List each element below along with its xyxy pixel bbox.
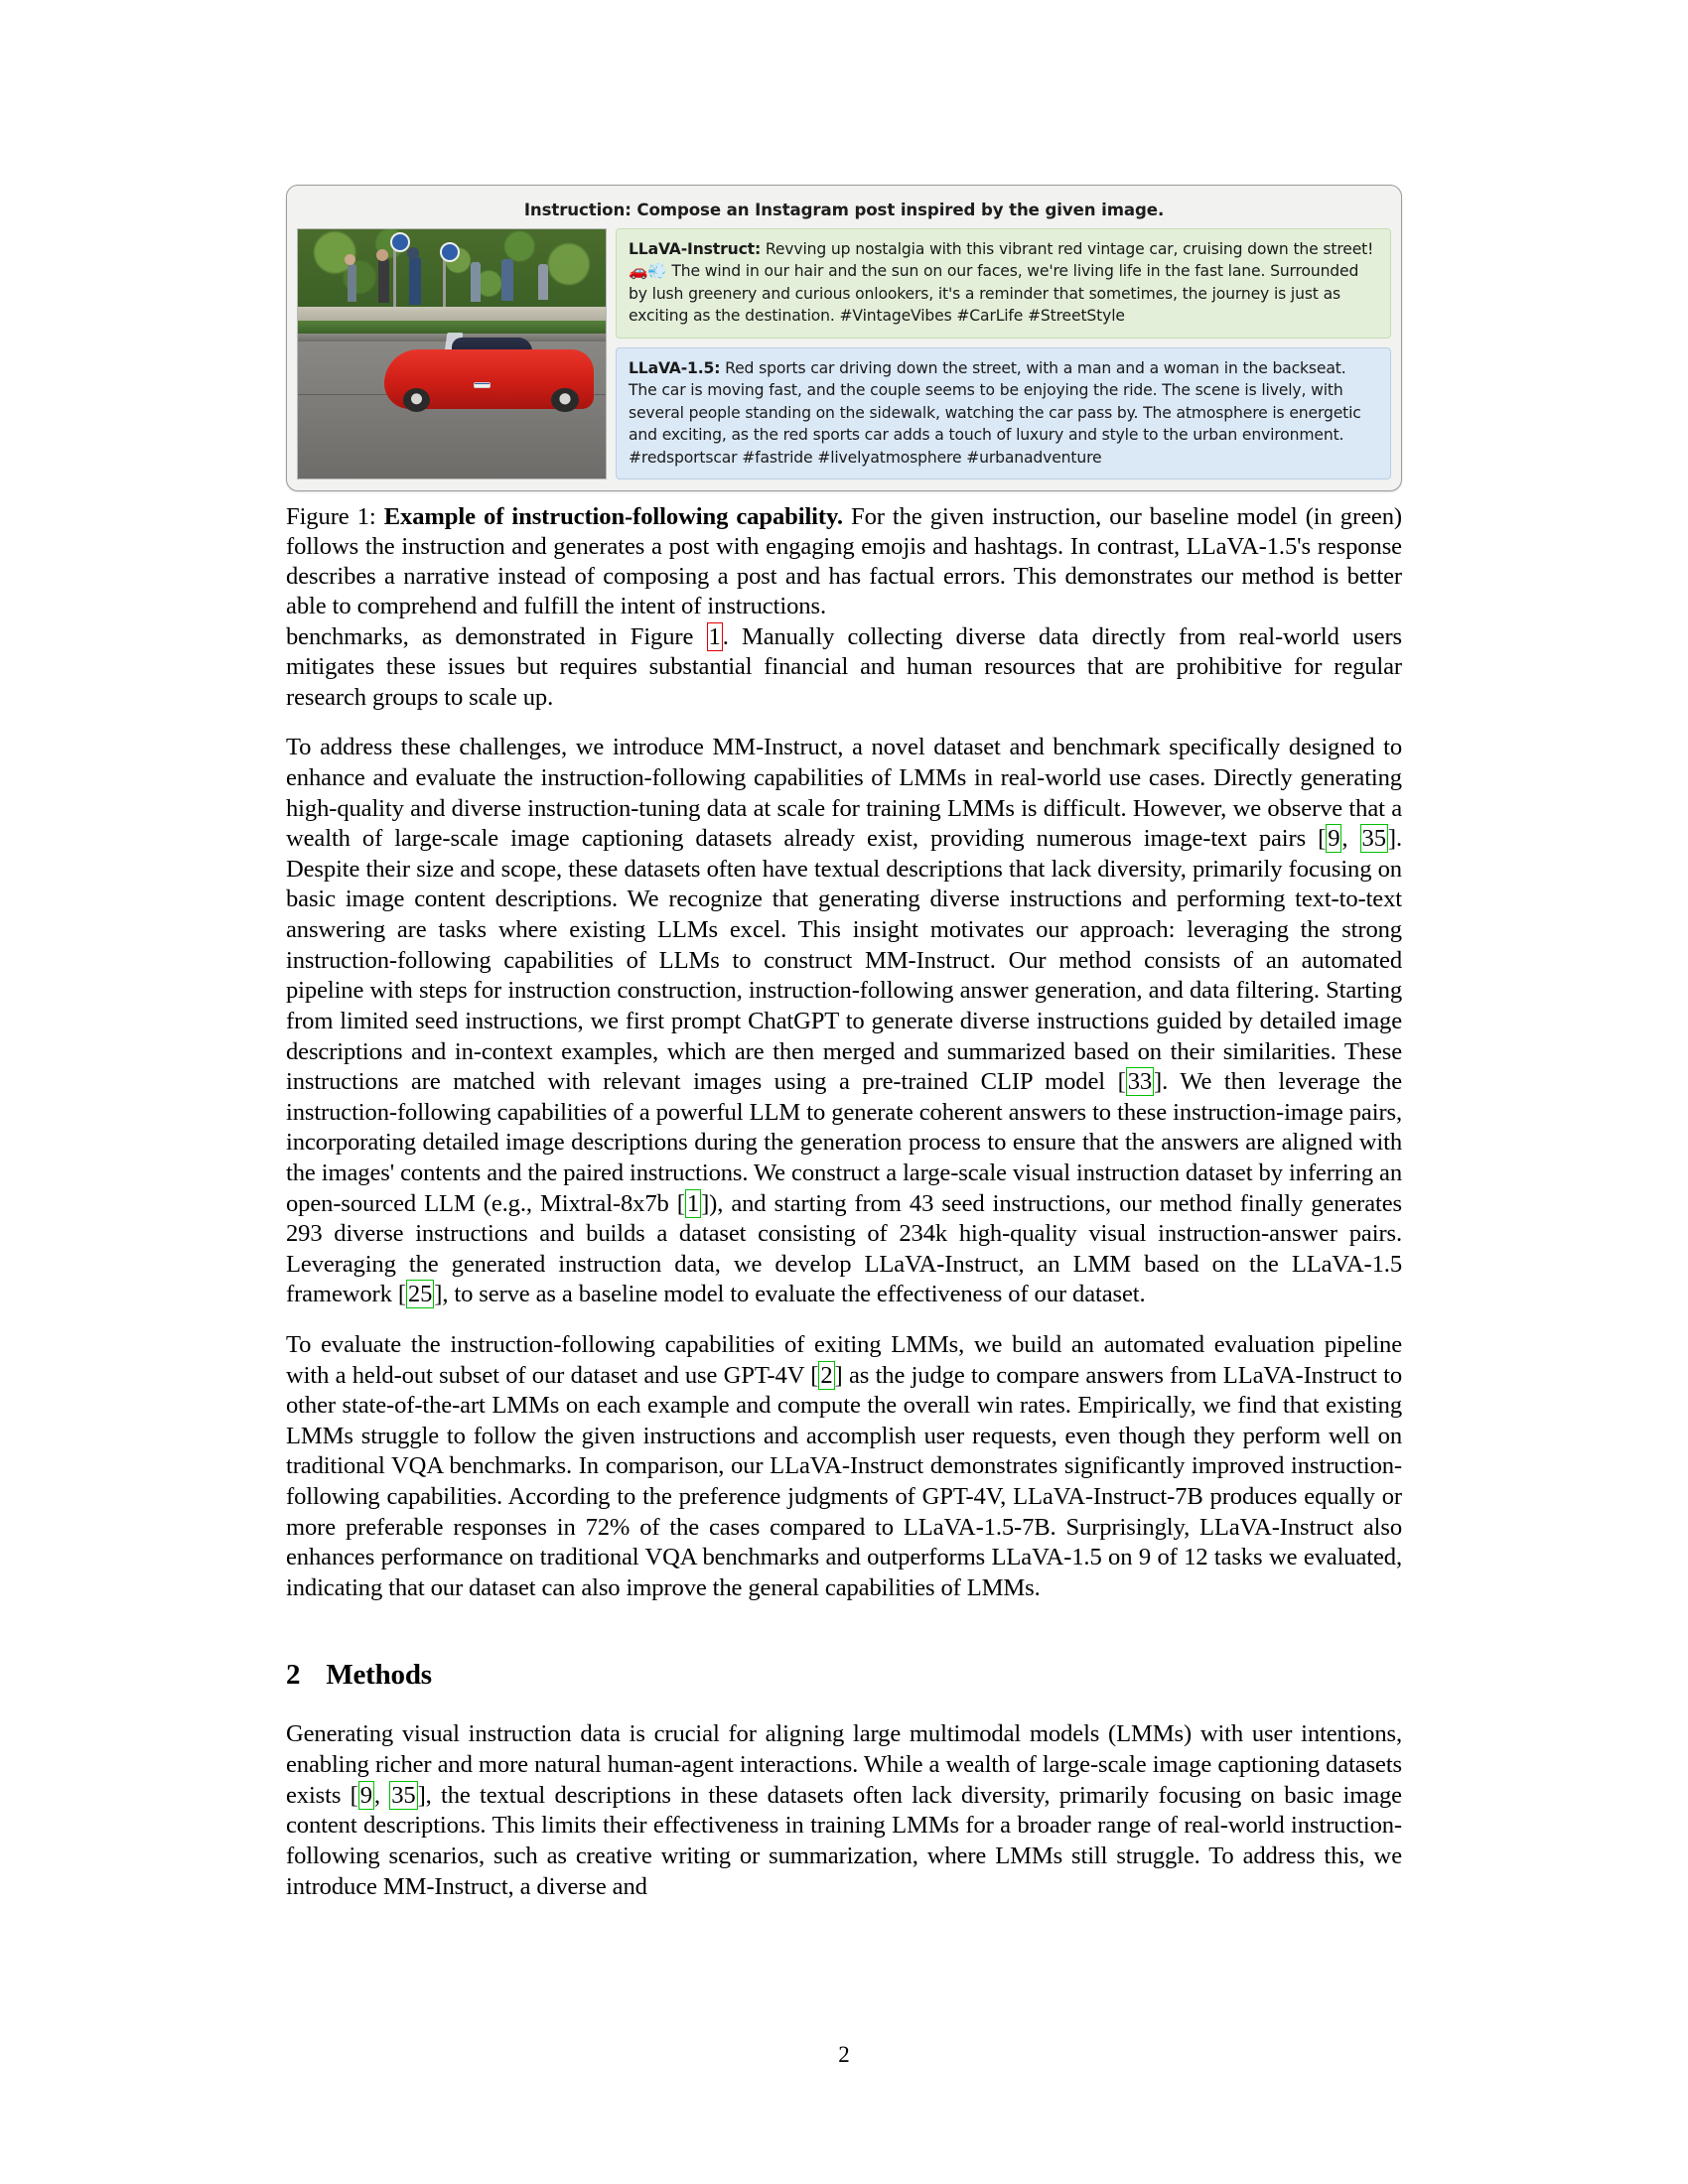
bubble-speaker-label: LLaVA-Instruct: bbox=[629, 240, 762, 258]
bubble-speaker-label: LLaVA-1.5: bbox=[629, 358, 721, 377]
citation-link-25[interactable]: 25 bbox=[407, 1281, 433, 1308]
para2-sep-1: , bbox=[1341, 825, 1360, 853]
figure-caption-title: Example of instruction-following capability. bbox=[383, 503, 843, 531]
para2-text-b: ]. Despite their size and scope, these datasets often have textual descriptions that lack diversity, primarily focusing on basic image content descriptions. We recognize that generating diverse instructions and performing text-to-text answering are tasks where existing LLMs excel. This insight motivates our approach: leveraging the strong instruction-following capabilities of LLMs to construct MM-Instruct. Our method consists of an automated pipeline with steps for instruction construction, instruction-following answer generation, and data filtering. Starting from limited seed instructions, we first prompt ChatGPT to generate diverse instructions guided by detailed image descriptions and in-context examples, which are then merged and summarized based on their similarities. These instructions are matched with relevant images using a pre-trained CLIP model [ bbox=[286, 825, 1402, 1096]
figure-reference-link[interactable]: 1 bbox=[708, 622, 721, 650]
para4-text-a: Generating visual instruction data is crucial for aligning large multimodal models (LMMs) with user intentions, enabling richer and more natural human-agent interactions. While a wealth of large-scale image captioning datasets exists [ bbox=[286, 1720, 1402, 1809]
paragraph-benchmarks bbox=[286, 622, 1402, 714]
figure-photo-red-sports-car bbox=[297, 228, 607, 479]
para4-text-b: ], the textual descriptions in these datasets often lack diversity, primarily focusing on basic image content descriptions. This limits their effectiveness in training LMMs for a broader range of real-world instruction-following scenarios, such as creative writing or summarization, where LMMs still struggle. To address this, we introduce MM-Instruct, a diverse and bbox=[286, 1781, 1402, 1900]
paragraph-evaluation bbox=[286, 1330, 1402, 1603]
bubble-text-after-emoji: The wind in our hair and the sun on our faces, we're living life in the fast lane. Surrounded by lush greenery and curious onlookers, it's a reminder that sometimes, the journey is just as exciting as the destination. #VintageVibes #CarLife #StreetStyle bbox=[629, 262, 1359, 326]
citation-link-35-b[interactable]: 35 bbox=[391, 1781, 416, 1809]
para1-text-a: benchmarks, as demonstrated in Figure bbox=[286, 622, 707, 650]
section-heading-methods bbox=[286, 1659, 1402, 1692]
citation-link-9-b[interactable]: 9 bbox=[359, 1781, 372, 1809]
car-and-dash-emoji: 🚗💨 bbox=[629, 262, 667, 281]
figure-body bbox=[297, 228, 1391, 479]
para4-sep-1: , bbox=[373, 1781, 390, 1809]
figure-caption-text: For the given instruction, our baseline model (in green) follows the instruction and generates a post with engaging emojis and hashtags. In contrast, LLaVA-1.5's response describes a narrative instead of composing a post and has factual errors. This demonstrates our method is better able to comprehend and fulfill the intent of instructions. bbox=[286, 503, 1402, 620]
citation-link-2[interactable]: 2 bbox=[820, 1361, 833, 1389]
para2-text-c: ]. We then leverage the instruction-following capabilities of a powerful LLM to generate coherent answers to these instruction-image pairs, incorporating detailed image descriptions during the generation process to ensure that the answers are aligned with the images' contents and the paired instructions. We construct a large-scale visual instruction dataset by inferring an open-sourced LLM (e.g., Mixtral-8x7b [ bbox=[286, 1068, 1403, 1217]
para1-text-b: . Manually collecting diverse data directly from real-world users mitigates these issues but requires substantial financial and human resources that are prohibitive for regular research groups to scale up. bbox=[286, 622, 1402, 711]
para3-text-a: To evaluate the instruction-following capabilities of exiting LMMs, we build an automated evaluation pipeline with a held-out subset of our dataset and use GPT-4V [ bbox=[286, 1330, 1402, 1389]
figure-response-bubbles bbox=[616, 228, 1391, 479]
bubble-text-before-emoji: Revving up nostalgia with this vibrant red vintage car, cruising down the street! bbox=[761, 240, 1374, 258]
bubble-llava-instruct bbox=[616, 228, 1391, 339]
figure-1-container bbox=[286, 185, 1402, 491]
citation-link-35[interactable]: 35 bbox=[1361, 825, 1386, 853]
bubble-llava-1-5 bbox=[616, 347, 1391, 479]
figure-instruction-text: Instruction: Compose an Instagram post inspired by the given image. bbox=[523, 201, 1165, 219]
bubble-text: Red sports car driving down the street, with a man and a woman in the backseat. The car is moving fast, and the couple seems to be enjoying the ride. The scene is lively, with several people standing on the sidewalk, watching the car pass by. The atmosphere is energetic and exciting, as the red sports car adds a touch of luxury and style to the urban environment. #redsportscar #fastride #livelyatmosphere #urbanadventure bbox=[629, 358, 1361, 467]
citation-link-33[interactable]: 33 bbox=[1127, 1068, 1153, 1096]
citation-link-9[interactable]: 9 bbox=[1328, 825, 1340, 853]
para2-text-e: ], to serve as a baseline model to evaluate the effectiveness of our dataset. bbox=[434, 1281, 1146, 1308]
paragraph-methods-intro bbox=[286, 1719, 1402, 1902]
paragraph-mm-instruct-intro bbox=[286, 733, 1402, 1310]
para2-text-d: ]), and starting from 43 seed instructions, our method finally generates 293 diverse instructions and builds a dataset consisting of 234k high-quality visual instruction-answer pairs. Leveraging the generated instruction data, we develop LLaVA-Instruct, an LMM based on the LLaVA-1.5 framework [ bbox=[286, 1189, 1402, 1308]
page-number: 2 bbox=[838, 2042, 850, 2067]
content-column bbox=[286, 185, 1402, 1902]
figure-1-caption bbox=[286, 502, 1402, 622]
section-number: 2 bbox=[286, 1659, 301, 1692]
citation-link-1[interactable]: 1 bbox=[686, 1189, 700, 1217]
para2-text-a: To address these challenges, we introduce MM-Instruct, a novel dataset and benchmark specifically designed to enhance and evaluate the instruction-following capabilities of LMMs in real-world use cases. Directly generating high-quality and diverse instruction-tuning data at scale for training LMMs is difficult. However, we observe that a wealth of large-scale image captioning datasets already exist, providing numerous image-text pairs [ bbox=[286, 734, 1402, 853]
para3-text-b: ] as the judge to compare answers from LLaVA-Instruct to other state-of-the-art LMMs on each example and compute the overall win rates. Empirically, we find that existing LMMs struggle to follow the given instructions and accomplish user requests, even though they perform well on traditional VQA benchmarks. In comparison, our LLaVA-Instruct demonstrates significantly improved instruction-following capabilities. According to the preference judgments of GPT-4V, LLaVA-Instruct-7B produces equally or more preferable responses in 72% of the cases compared to LLaVA-1.5-7B. Surprisingly, LLaVA-Instruct also enhances performance on traditional VQA benchmarks and outperforms LLaVA-1.5 on 9 of 12 tasks we evaluated, indicating that our dataset can also improve the general capabilities of LMMs. bbox=[286, 1361, 1402, 1601]
section-title: Methods bbox=[326, 1659, 432, 1692]
figure-caption-label: Figure 1: bbox=[286, 503, 376, 531]
